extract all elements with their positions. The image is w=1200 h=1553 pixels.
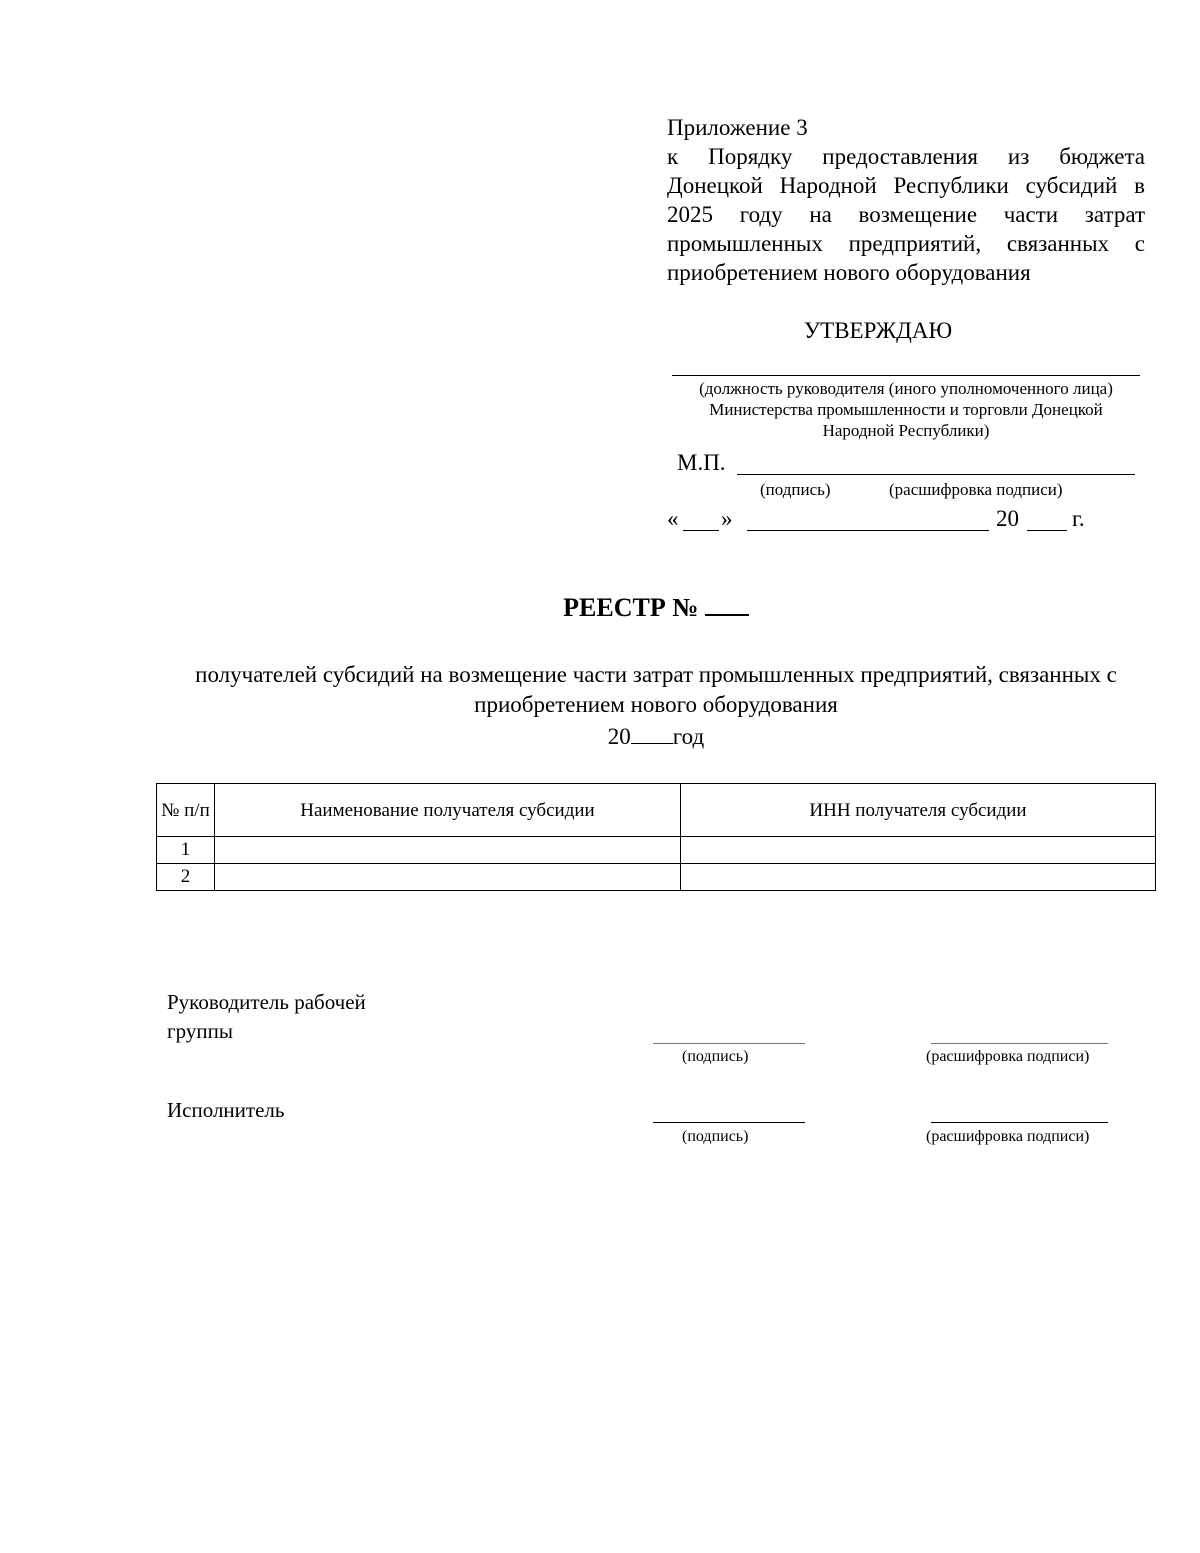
row-number: 2: [157, 864, 215, 891]
head-signature-caption: (подпись): [682, 1048, 749, 1065]
header-inn: ИНН получателя субсидии: [681, 784, 1156, 837]
head-decoding-caption: (расшифровка подписи): [926, 1048, 1090, 1065]
register-table: [156, 783, 1156, 891]
register-number-blank: [705, 592, 749, 616]
appendix-text: к Порядку предоставления из бюджета Донецкой Народной Республики субсидий в 2025 году на возмещение части затрат промышленных предприятий, связанных с приобретением нового оборудования: [667, 144, 1145, 285]
row-inn-cell[interactable]: [681, 864, 1156, 891]
register-year: [150, 722, 1162, 752]
row-name-cell[interactable]: [215, 837, 681, 864]
signature-line: [737, 474, 1135, 475]
register-year-blank: [631, 723, 673, 744]
executor-decoding-caption: (расшифровка подписи): [926, 1128, 1090, 1145]
head-label: Руководитель рабочей группы: [167, 990, 366, 1043]
position-caption: (должность руководителя (иного уполномоченного лица) Министерства промышленности и торговли Донецкой Народной Республики): [699, 379, 1113, 440]
header-number: № п/п: [157, 784, 215, 837]
table-header-row: [157, 784, 1156, 837]
register-year-suffix: год: [672, 724, 705, 749]
register-subtitle: получателей субсидий на возмещение части затрат промышленных предприятий, связанных с приобретением нового оборудования: [195, 662, 1117, 717]
appendix-title: Приложение 3: [667, 115, 808, 140]
executor-decoding-line: [931, 1122, 1108, 1123]
executor-signature-caption: (подпись): [682, 1128, 749, 1145]
head-signature-line: [653, 1043, 805, 1044]
table-row: [157, 864, 1156, 891]
position-line: [672, 375, 1140, 376]
table-row: [157, 837, 1156, 864]
month-blank: [747, 530, 989, 531]
day-blank: [683, 530, 719, 531]
executor-signature-line: [653, 1122, 805, 1123]
register-title: [0, 592, 1200, 624]
date-year-prefix: 20: [996, 506, 1019, 531]
approval-heading-text: УТВЕРЖДАЮ: [803, 318, 953, 343]
date-close-quote: »: [721, 506, 733, 531]
year-blank: [1027, 530, 1067, 531]
appendix-block: [667, 113, 1145, 287]
date-open-quote: «: [667, 506, 679, 531]
row-inn-cell[interactable]: [681, 837, 1156, 864]
header-name: Наименование получателя субсидии: [215, 784, 681, 837]
row-number: 1: [157, 837, 215, 864]
register-year-prefix: 20: [607, 724, 631, 749]
register-title-text: РЕЕСТР №: [563, 593, 699, 622]
approval-heading: [667, 316, 1145, 345]
stamp-label: М.П.: [677, 450, 726, 475]
executor-label: Исполнитель: [167, 1098, 285, 1122]
date-year-suffix: г.: [1072, 506, 1085, 531]
signature-caption: (подпись): [760, 480, 831, 499]
head-decoding-line: [931, 1043, 1108, 1044]
decoding-caption: (расшифровка подписи): [889, 480, 1063, 499]
row-name-cell[interactable]: [215, 864, 681, 891]
